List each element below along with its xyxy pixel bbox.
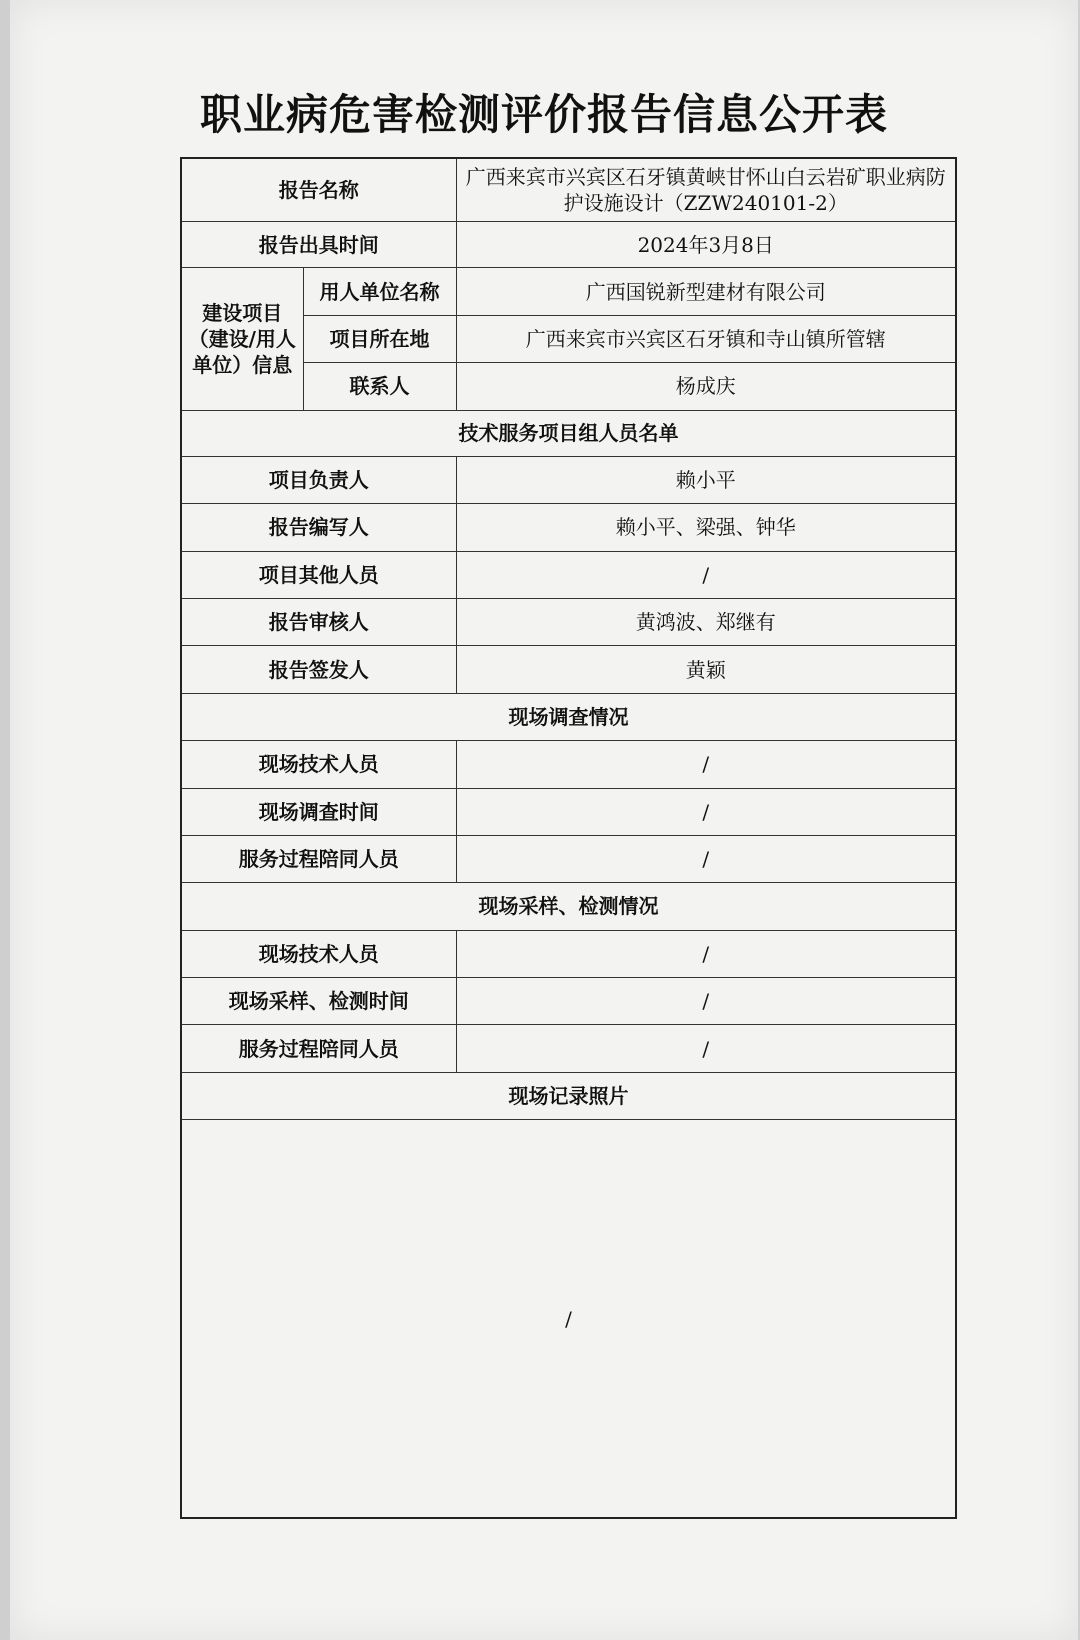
employer-label: 用人单位名称	[303, 268, 456, 315]
table-row	[181, 978, 956, 1025]
team-row-value: 赖小平	[456, 456, 956, 503]
sampling-row-label: 现场技术人员	[181, 930, 456, 977]
survey-row-value: /	[456, 835, 956, 882]
sampling-row-value: /	[456, 978, 956, 1025]
section-header-row	[181, 883, 956, 930]
section-header-row	[181, 693, 956, 740]
location-label: 项目所在地	[303, 315, 456, 362]
table-row	[181, 930, 956, 977]
section-header-row	[181, 1072, 956, 1119]
table-row	[181, 1025, 956, 1072]
photo-section-title: 现场记录照片	[181, 1072, 956, 1119]
table-row	[181, 504, 956, 551]
table-row	[181, 268, 956, 315]
section-header-row	[181, 410, 956, 456]
sampling-row-value: /	[456, 930, 956, 977]
survey-row-label: 现场调查时间	[181, 788, 456, 835]
team-row-value: /	[456, 551, 956, 598]
team-row-label: 项目其他人员	[181, 551, 456, 598]
table-row	[181, 599, 956, 646]
sampling-row-label: 服务过程陪同人员	[181, 1025, 456, 1072]
survey-row-label: 现场技术人员	[181, 741, 456, 788]
contact-value: 杨成庆	[456, 363, 956, 410]
location-value: 广西来宾市兴宾区石牙镇和寺山镇所管辖	[456, 315, 956, 362]
document-page	[10, 0, 1078, 1640]
team-row-label: 项目负责人	[181, 456, 456, 503]
report-name-label: 报告名称	[181, 158, 456, 222]
page-title: 职业病危害检测评价报告信息公开表	[199, 90, 888, 139]
team-row-value: 黄鸿波、郑继有	[456, 599, 956, 646]
info-table	[180, 157, 957, 1519]
photo-row	[181, 1120, 956, 1518]
employer-value: 广西国锐新型建材有限公司	[456, 268, 956, 315]
survey-row-label: 服务过程陪同人员	[181, 835, 456, 882]
table-row	[181, 158, 956, 222]
team-section-title: 技术服务项目组人员名单	[181, 410, 956, 456]
sampling-section-title: 现场采样、检测情况	[181, 883, 956, 930]
photo-area: /	[181, 1120, 956, 1518]
survey-row-value: /	[456, 741, 956, 788]
team-row-label: 报告编写人	[181, 504, 456, 551]
table-row	[181, 788, 956, 835]
team-row-value: 赖小平、梁强、钟华	[456, 504, 956, 551]
report-name-value: 广西来宾市兴宾区石牙镇黄峡甘怀山白云岩矿职业病防护设施设计（ZZW240101-2）	[456, 158, 956, 222]
sampling-row-value: /	[456, 1025, 956, 1072]
table-row	[181, 222, 956, 268]
team-row-value: 黄颖	[456, 646, 956, 693]
sampling-row-label: 现场采样、检测时间	[181, 978, 456, 1025]
contact-label: 联系人	[303, 363, 456, 410]
table-row	[181, 835, 956, 882]
report-date-label: 报告出具时间	[181, 222, 456, 268]
survey-section-title: 现场调查情况	[181, 693, 956, 740]
table-row	[181, 551, 956, 598]
table-row	[181, 646, 956, 693]
table-row	[181, 741, 956, 788]
team-row-label: 报告审核人	[181, 599, 456, 646]
team-row-label: 报告签发人	[181, 646, 456, 693]
report-date-value: 2024年3月8日	[456, 222, 956, 268]
survey-row-value: /	[456, 788, 956, 835]
project-group-label: 建设项目（建设/用人单位）信息	[181, 268, 303, 410]
table-row	[181, 456, 956, 503]
